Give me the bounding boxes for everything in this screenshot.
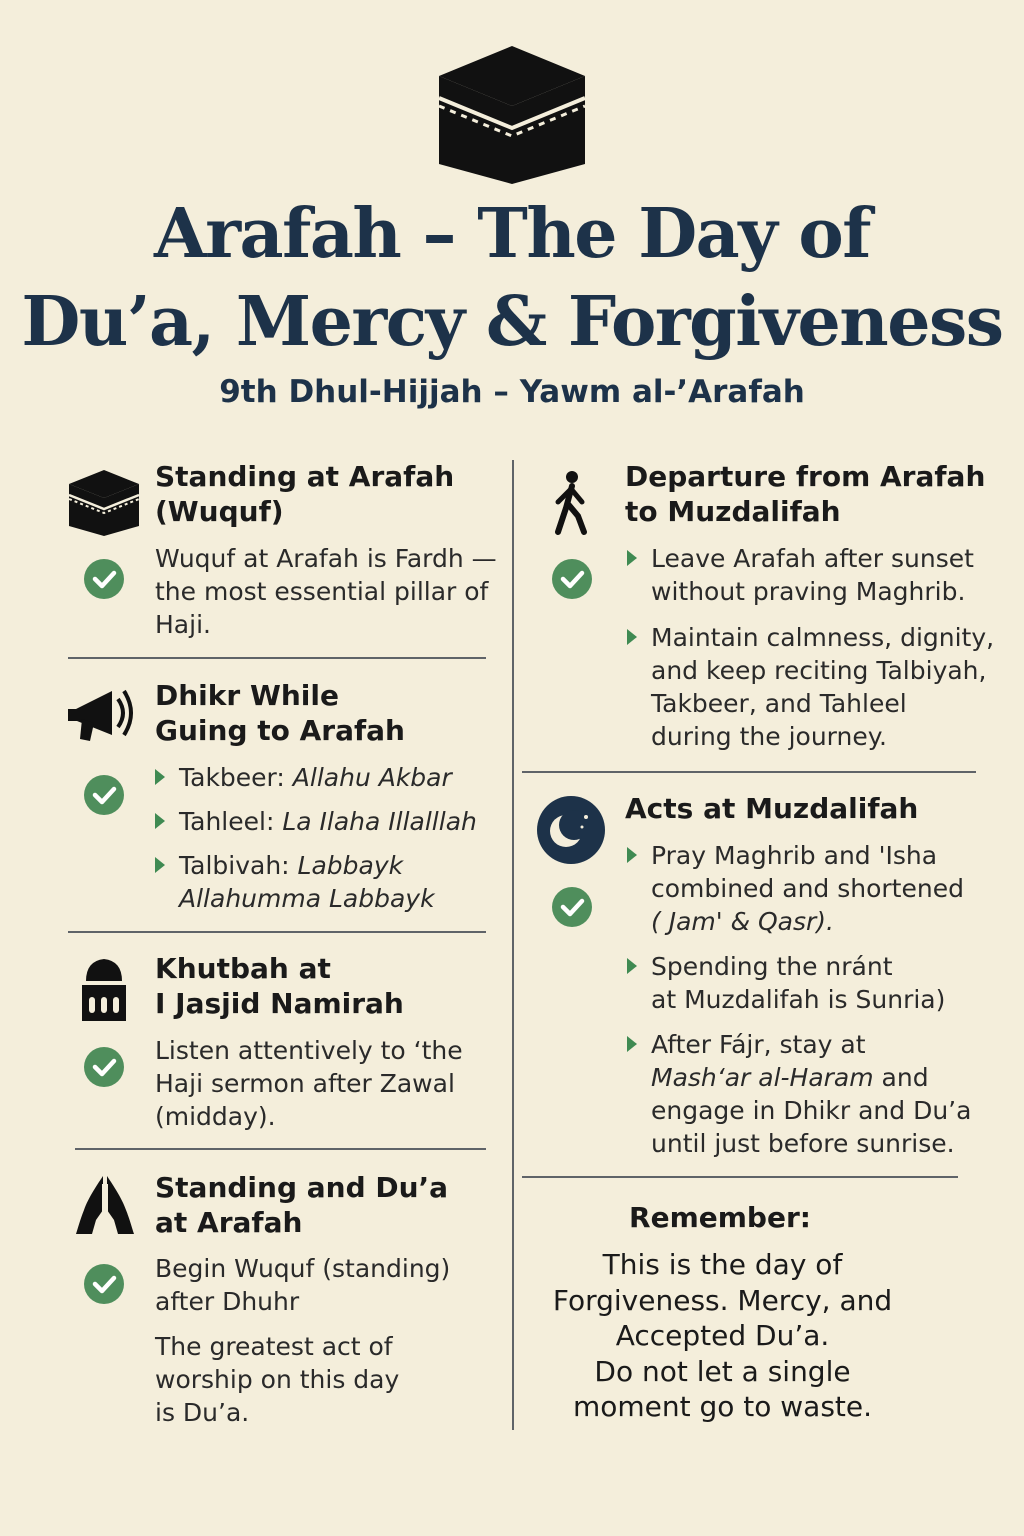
section-heading-muzdalifah: Acts at Muzdalifah [625, 792, 919, 825]
megaphone-icon [68, 685, 136, 745]
praying-hands-icon [74, 1172, 136, 1236]
bullet-arrow-icon [155, 813, 165, 829]
section-heading-khutbah: Khutbah at I Jasjid Namirah [155, 952, 404, 1020]
remember-text: This is the day of Forgiveness. Mercy, and Accepted Du’a. Do not let a single moment go to waste. [552, 1248, 893, 1423]
walking-person-icon [550, 470, 592, 536]
section-divider [522, 771, 976, 773]
bullet-arrow-icon [627, 958, 637, 974]
section-text-khutbah: Listen attentively to ‘the Haji sermon after Zawal (midday). [155, 1036, 463, 1131]
column-divider [512, 460, 514, 1430]
section-divider [68, 657, 486, 659]
check-circle-icon [84, 1047, 124, 1087]
remember-heading: Remember: [629, 1201, 811, 1234]
section-heading-dua: Standing and Du’a at Arafah [155, 1171, 449, 1239]
list-item: After Fájr, stay at Mash‘ar al-Haram and engage in Dhikr and Du’a until just before sunrise. [651, 1028, 971, 1160]
bullet-arrow-icon [627, 847, 637, 863]
check-circle-icon [552, 887, 592, 927]
bullet-arrow-icon [627, 1036, 637, 1052]
bullet-arrow-icon [155, 857, 165, 873]
list-item: Leave Arafah after sunset without praving Maghrib. [651, 542, 974, 608]
section-heading-standing: Standing at Arafah (Wuquf) [155, 460, 455, 528]
list-item: Takbeer: Allahu Akbar [179, 761, 452, 794]
check-circle-icon [84, 775, 124, 815]
check-circle-icon [552, 559, 592, 599]
list-item: Pray Maghrib and 'Isha combined and shortened ( Jam' & Qasr). [651, 839, 964, 938]
mosque-icon [80, 955, 128, 1021]
kaaba-icon [68, 470, 140, 536]
section-divider [75, 1148, 486, 1150]
bullet-arrow-icon [155, 769, 165, 785]
section-text-standing: Wuquf at Arafah is Fardh — the most essential pillar of Haji. [155, 544, 497, 639]
section-heading-dhikr: Dhikr While Guing to Arafah [155, 679, 405, 747]
page-subtitle: 9th Dhul-Hijjah – Yawm al-’Arafah [219, 374, 805, 410]
check-circle-icon [84, 559, 124, 599]
kaaba-icon [437, 46, 587, 184]
page-title-line2: Du’a, Mercy & Forgiveness [21, 282, 1003, 362]
list-item: Tahleel: La Ilaha Illalllah [179, 805, 477, 838]
bullet-arrow-icon [627, 629, 637, 645]
crescent-moon-icon [536, 795, 606, 865]
section-text-dua-1: Begin Wuquf (standing) after Dhuhr [155, 1254, 451, 1316]
list-item: Maintain calmness, dignity, and keep reciting Talbiyah, Takbeer, and Tahleel during the journey. [651, 621, 994, 753]
section-divider [522, 1176, 958, 1178]
section-divider [68, 931, 486, 933]
section-text-dua-2: The greatest act of worship on this day is Du’a. [155, 1332, 400, 1427]
section-heading-departure: Departure from Arafah to Muzdalifah [625, 460, 986, 528]
list-item: Spending the nránt at Muzdalifah is Sunria) [651, 950, 945, 1016]
check-circle-icon [84, 1264, 124, 1304]
page-title: Arafah – The Day of [153, 194, 871, 274]
bullet-arrow-icon [627, 550, 637, 566]
list-item: Talbivah: Labbayk Allahumma Labbayk [179, 849, 435, 915]
